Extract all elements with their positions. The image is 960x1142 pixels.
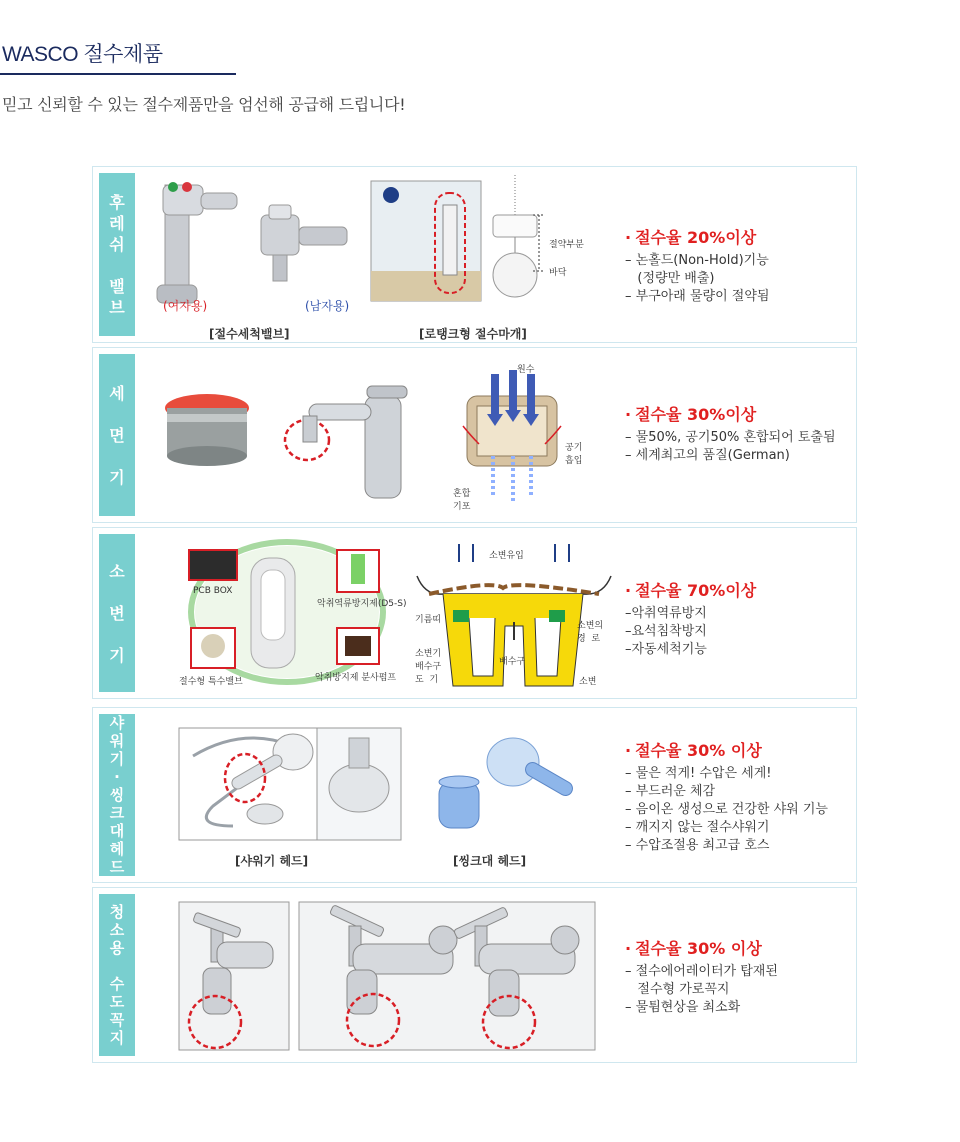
cleaning-faucet-desc xyxy=(625,936,857,1017)
urinal-desc xyxy=(625,578,857,659)
urinal-illustration xyxy=(153,536,623,690)
section-tab: 세 면 기 xyxy=(99,354,135,516)
bullet: – 세계최고의 품질(German) xyxy=(625,448,790,463)
section-urinal xyxy=(92,527,857,699)
bullet: – 물50%, 공기50% 혼합되어 토출됨 xyxy=(625,430,836,445)
valve-caption: [절수세척밸브] xyxy=(209,327,290,341)
section-tab: 소 변 기 xyxy=(99,534,135,692)
bullet: – 수압조절용 최고급 호스 xyxy=(625,838,770,853)
section-shower-sink xyxy=(92,707,857,883)
male-label: (남자용) xyxy=(305,299,350,313)
bullet: (정량만 배출) xyxy=(625,271,715,286)
bullet: –자동세척기능 xyxy=(625,642,707,657)
page-title: WASCO 절수제품 xyxy=(2,43,163,66)
bullet: –요석침착방지 xyxy=(625,624,707,639)
raw-water-label: 원수 xyxy=(517,365,535,375)
bullet: – 절수에어레이터가 탑재된 xyxy=(625,964,778,979)
bullet: – 논홀드(Non-Hold)기능 xyxy=(625,253,769,268)
section-flush-valve xyxy=(92,166,857,343)
flush-valve-desc xyxy=(625,225,857,306)
female-label: (여자용) xyxy=(163,299,208,313)
saving-rate: · 절수율 30% 이상 xyxy=(625,939,762,958)
shower-sink-illustration xyxy=(153,716,623,874)
bullet: – 깨지지 않는 절수샤워기 xyxy=(625,820,770,835)
cleaning-faucet-illustration xyxy=(153,896,623,1054)
special-valve-label: 절수형 특수밸브 xyxy=(179,677,243,687)
title-underline xyxy=(0,73,236,75)
oil-band-label: 기름띠 xyxy=(415,615,442,625)
bullet: – 물튐현상을 최소화 xyxy=(625,1000,741,1015)
deodorant-label: 악취역류방지제(D5-S) xyxy=(317,599,407,609)
flush-valve-illustration xyxy=(153,175,623,341)
saving-rate: · 절수율 70%이상 xyxy=(625,581,757,600)
section-tab: 샤 워 기 · 씽 크 대 헤 드 xyxy=(99,714,135,876)
saving-rate: · 절수율 30%이상 xyxy=(625,405,757,424)
pcb-box-label: PCB BOX xyxy=(193,586,233,596)
section-tab: 청 소 용 수 도 꼭 지 xyxy=(99,894,135,1056)
sink-caption: [씽크대 헤드] xyxy=(453,854,527,868)
air-intake-label: 공기 흡입 xyxy=(565,443,583,466)
tank-caption: [로탱크형 절수마개] xyxy=(419,327,527,341)
bullet: – 부드러운 체감 xyxy=(625,784,716,799)
page-subtitle: 믿고 신뢰할 수 있는 절수제품만을 엄선해 공급해 드립니다! xyxy=(2,95,406,114)
bullet: – 음이온 생성으로 건강한 샤워 기능 xyxy=(625,802,828,817)
drain-label: 배수구 xyxy=(499,657,526,667)
section-washbasin xyxy=(92,347,857,523)
pump-label: 악취방지제 분사펌프 xyxy=(315,673,397,683)
urine-in-label: 소변유입 xyxy=(489,551,524,561)
urine-label: 소변 xyxy=(579,677,597,687)
bullet: – 부구아래 물량이 절약됨 xyxy=(625,289,770,304)
section-cleaning-faucet xyxy=(92,887,857,1063)
floor-label: 바닥 xyxy=(549,268,567,278)
saving-part-label: 절약부분 xyxy=(549,240,584,250)
urine-path-label: 소변의 경 로 xyxy=(577,621,604,644)
bullet: 절수형 가로꼭지 xyxy=(625,982,730,997)
washbasin-desc xyxy=(625,402,857,465)
mixed-bubble-label: 혼합 기포 xyxy=(453,489,471,512)
drain-bowl-label: 소변기 배수구 도 기 xyxy=(415,649,442,685)
saving-rate: · 절수율 30% 이상 xyxy=(625,741,762,760)
section-tab: 후 레 쉬 밸 브 xyxy=(99,173,135,336)
bullet: – 물은 적게! 수압은 세게! xyxy=(625,766,772,781)
washbasin-illustration xyxy=(153,356,623,514)
shower-sink-desc xyxy=(625,738,857,855)
bullet: –악취역류방지 xyxy=(625,606,707,621)
shower-caption: [샤워기 헤드] xyxy=(235,854,309,868)
saving-rate: · 절수율 20%이상 xyxy=(625,228,757,247)
